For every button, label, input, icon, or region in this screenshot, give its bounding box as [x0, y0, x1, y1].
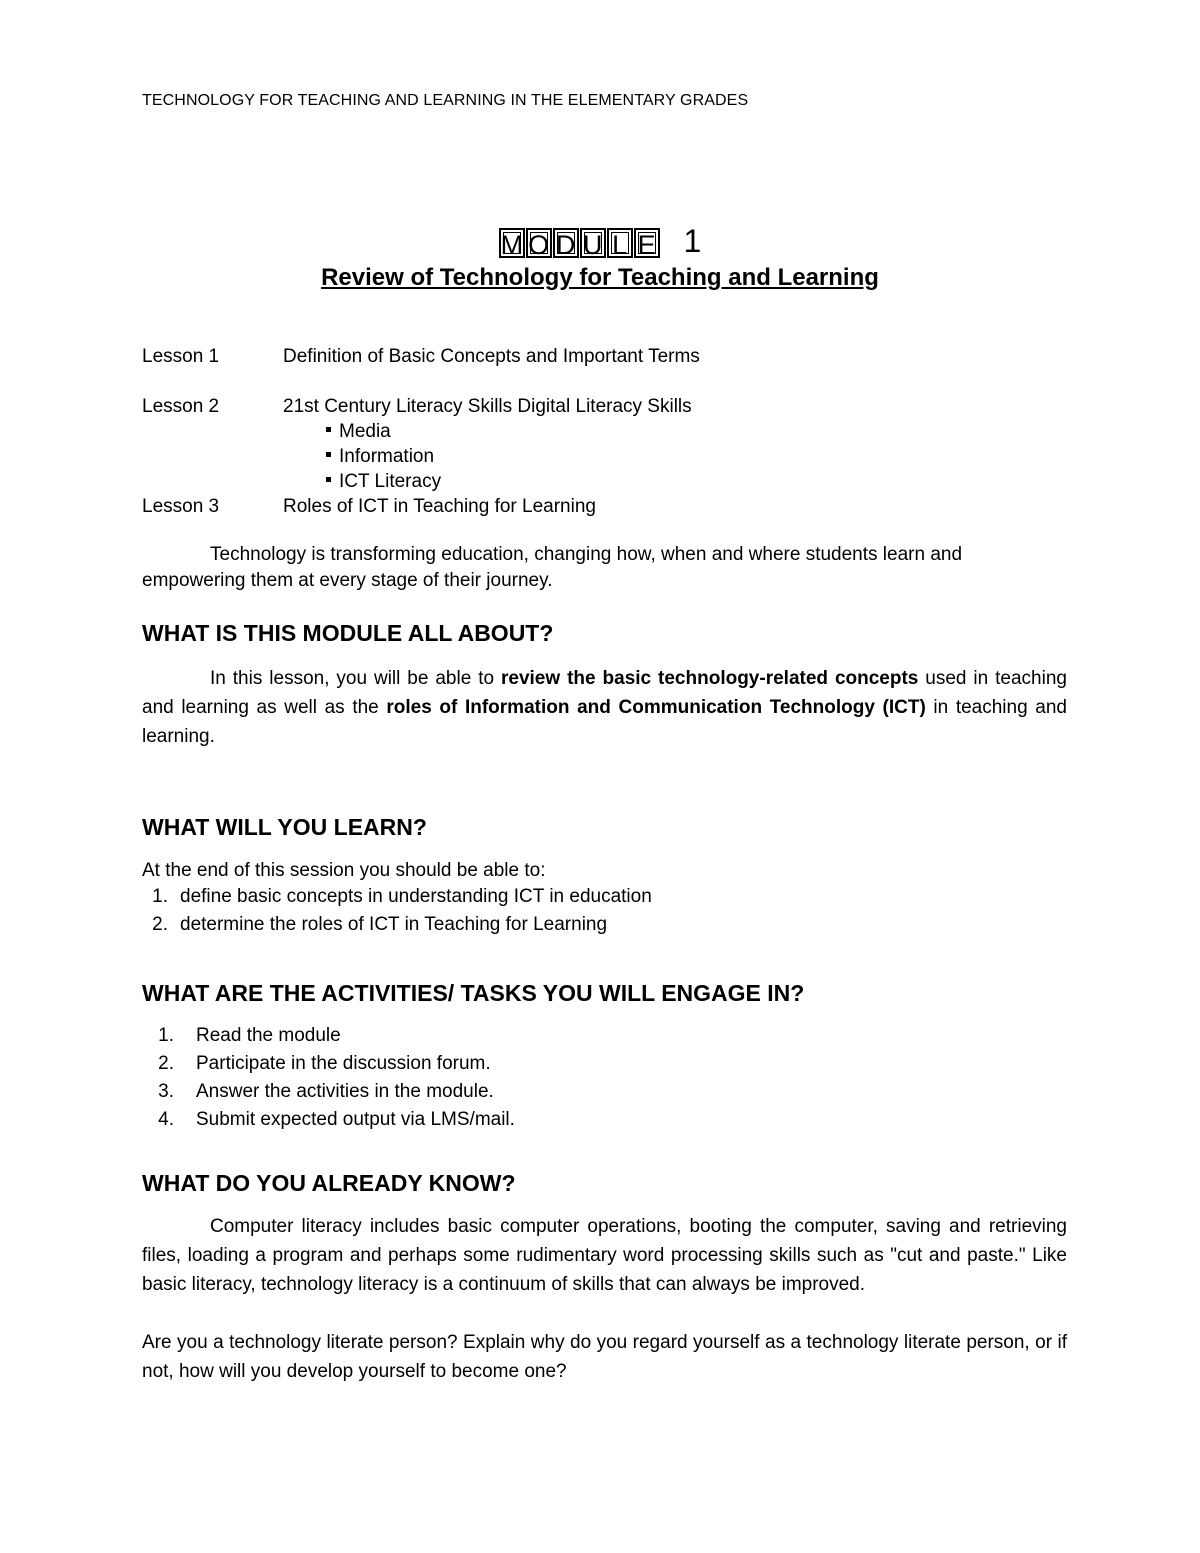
section-heading-learn: WHAT WILL YOU LEARN?: [142, 814, 427, 840]
activity-list-item: 3. Answer the activities in the module.: [158, 1081, 494, 1102]
section-heading-about: WHAT IS THIS MODULE ALL ABOUT?: [142, 620, 554, 646]
module-letter: D: [553, 228, 579, 258]
bullet-icon: [326, 452, 331, 457]
lesson-1-title: Definition of Basic Concepts and Important Terms: [283, 346, 700, 367]
lesson-2-bullet: ICT Literacy: [326, 471, 441, 493]
module-letter-boxes: [499, 221, 661, 261]
module-number: 1: [683, 222, 702, 259]
lesson-3-title: Roles of ICT in Teaching for Learning: [283, 496, 596, 517]
module-letter: M: [500, 230, 524, 261]
module-letter: U: [580, 228, 606, 258]
lesson-1-label: Lesson 1: [142, 346, 220, 367]
learn-list-item: 2. determine the roles of ICT in Teaching for Learning: [152, 914, 608, 935]
module-letter: O: [526, 228, 552, 258]
lesson-2-label: Lesson 2: [142, 396, 220, 417]
lesson-2-title: 21st Century Literacy Skills Digital Literacy Skills: [283, 396, 692, 417]
lesson-2-bullet: Media: [326, 421, 391, 443]
activity-list-item: 2. Participate in the discussion forum.: [158, 1053, 491, 1074]
about-paragraph: In this lesson, you will be able to review the basic technology-related concepts used in teaching and learning as well as the roles of Information and Communication Technology (ICT) in teaching and learning.: [142, 668, 1067, 747]
learn-list-item: 1. define basic concepts in understanding ICT in education: [152, 886, 652, 907]
lesson-3-label: Lesson 3: [142, 496, 220, 517]
know-paragraph: Computer literacy includes basic computer operations, booting the computer, saving and retrieving files, loading a program and perhaps some rudimentary word processing skills such as "cut and paste." Like basic literacy, technology literacy is a continuum of skills that can always be improved.: [142, 1216, 1067, 1295]
section-heading-activities: WHAT ARE THE ACTIVITIES/ TASKS YOU WILL ENGAGE IN?: [142, 980, 805, 1006]
activity-list-item: 1. Read the module: [158, 1025, 341, 1046]
intro-paragraph: Technology is transforming education, changing how, when and where students learn and empowering them at every stage of their journey.: [142, 544, 963, 591]
module-letter: L: [607, 228, 633, 258]
learn-lead: At the end of this session you should be able to:: [142, 860, 546, 881]
module-subtitle: Review of Technology for Teaching and Learning: [321, 264, 879, 291]
activity-list-item: 4. Submit expected output via LMS/mail.: [158, 1109, 515, 1130]
know-question: Are you a technology literate person? Explain why do you regard yourself as a technology literate person, or if not, how will you develop yourself to become one?: [142, 1332, 1067, 1382]
lesson-2-bullet: Information: [326, 446, 434, 468]
module-letter: E: [634, 228, 660, 258]
module-title: [0, 218, 1200, 261]
bullet-icon: [326, 477, 331, 482]
document-header: TECHNOLOGY FOR TEACHING AND LEARNING IN THE ELEMENTARY GRADES: [142, 92, 749, 109]
bullet-icon: [326, 427, 331, 432]
section-heading-know: WHAT DO YOU ALREADY KNOW?: [142, 1170, 516, 1196]
